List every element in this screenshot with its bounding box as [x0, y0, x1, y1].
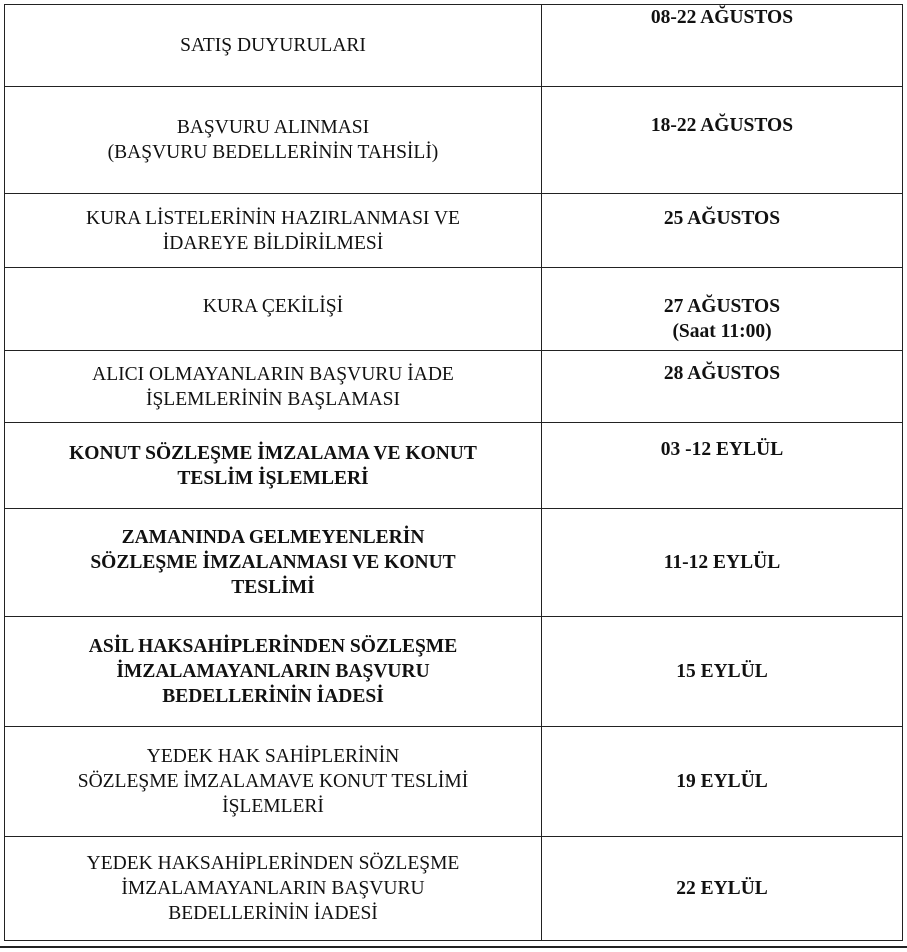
- date-cell: [542, 194, 903, 268]
- schedule-table: [4, 4, 903, 941]
- activity-cell: [5, 509, 542, 617]
- table-row: [5, 87, 903, 194]
- activity-line: SÖZLEŞME İMZALANMASI VE KONUT: [90, 552, 456, 573]
- schedule-frame: [4, 4, 902, 944]
- date-cell: [542, 268, 903, 351]
- activity-line: KURA LİSTELERİNİN HAZIRLANMASI VE: [86, 207, 460, 229]
- activity-line: BEDELLERİNİN İADESİ: [168, 903, 378, 924]
- activity-line: İMZALAMAYANLARIN BAŞVURU: [116, 661, 430, 682]
- activity-line: İŞLEMLERİNİN BAŞLAMASI: [145, 388, 401, 410]
- date-line: 15 EYLÜL: [676, 661, 768, 682]
- date-cell: [542, 727, 903, 837]
- activity-cell: [5, 268, 542, 351]
- date-line: 11-12 EYLÜL: [663, 552, 781, 573]
- activity-line: İMZALAMAYANLARIN BAŞVURU: [121, 878, 425, 899]
- date-line: 18-22 AĞUSTOS: [650, 115, 794, 136]
- activity-line: ALICI OLMAYANLARIN BAŞVURU İADE: [92, 363, 454, 385]
- activity-cell: [5, 351, 542, 423]
- date-line: 25 AĞUSTOS: [663, 208, 781, 229]
- date-line: 03 -12 EYLÜL: [660, 439, 784, 460]
- activity-line: KONUT SÖZLEŞME İMZALAMA VE KONUT: [69, 442, 477, 464]
- table-row: [5, 351, 903, 423]
- activity-line: ASİL HAKSAHİPLERİNDEN SÖZLEŞME: [88, 636, 458, 657]
- activity-line: ZAMANINDA GELMEYENLERİN: [121, 527, 425, 548]
- date-cell: [542, 351, 903, 423]
- activity-line: (BAŞVURU BEDELLERİNİN TAHSİLİ): [107, 142, 439, 163]
- activity-line: TESLİMİ: [231, 577, 315, 598]
- activity-line: SATIŞ DUYURULARI: [180, 35, 366, 56]
- table-row: [5, 423, 903, 509]
- date-line: 22 EYLÜL: [676, 878, 768, 899]
- activity-line: SÖZLEŞME İMZALAMAVE KONUT TESLİMİ: [77, 771, 469, 792]
- table-row: [5, 194, 903, 268]
- activity-line: BEDELLERİNİN İADESİ: [162, 686, 384, 707]
- activity-line: YEDEK HAKSAHİPLERİNDEN SÖZLEŞME: [86, 853, 460, 874]
- table-row: [5, 5, 903, 87]
- activity-line: İDAREYE BİLDİRİLMESİ: [162, 232, 384, 254]
- date-cell: [542, 509, 903, 617]
- date-cell: [542, 5, 903, 87]
- date-cell: [542, 87, 903, 194]
- activity-cell: [5, 423, 542, 509]
- table-row: [5, 727, 903, 837]
- date-line: 08-22 AĞUSTOS: [650, 7, 794, 28]
- date-line: (Saat 11:00): [672, 321, 772, 342]
- page-bottom-rule: [0, 946, 907, 948]
- activity-cell: [5, 87, 542, 194]
- date-cell: [542, 617, 903, 727]
- table-row: [5, 617, 903, 727]
- date-cell: [542, 423, 903, 509]
- activity-cell: [5, 617, 542, 727]
- activity-cell: [5, 837, 542, 941]
- activity-line: KURA ÇEKİLİŞİ: [202, 296, 344, 317]
- date-line: 28 AĞUSTOS: [663, 363, 781, 384]
- table-row: [5, 268, 903, 351]
- activity-line: TESLİM İŞLEMLERİ: [177, 467, 369, 489]
- activity-line: İŞLEMLERİ: [222, 796, 324, 817]
- activity-cell: [5, 727, 542, 837]
- activity-line: BAŞVURU ALINMASI: [176, 117, 370, 138]
- date-line: 19 EYLÜL: [676, 771, 768, 792]
- activity-cell: [5, 5, 542, 87]
- table-row: [5, 509, 903, 617]
- table-row: [5, 837, 903, 941]
- activity-cell: [5, 194, 542, 268]
- activity-line: YEDEK HAK SAHİPLERİNİN: [146, 746, 400, 767]
- date-cell: [542, 837, 903, 941]
- date-line: 27 AĞUSTOS: [663, 296, 781, 317]
